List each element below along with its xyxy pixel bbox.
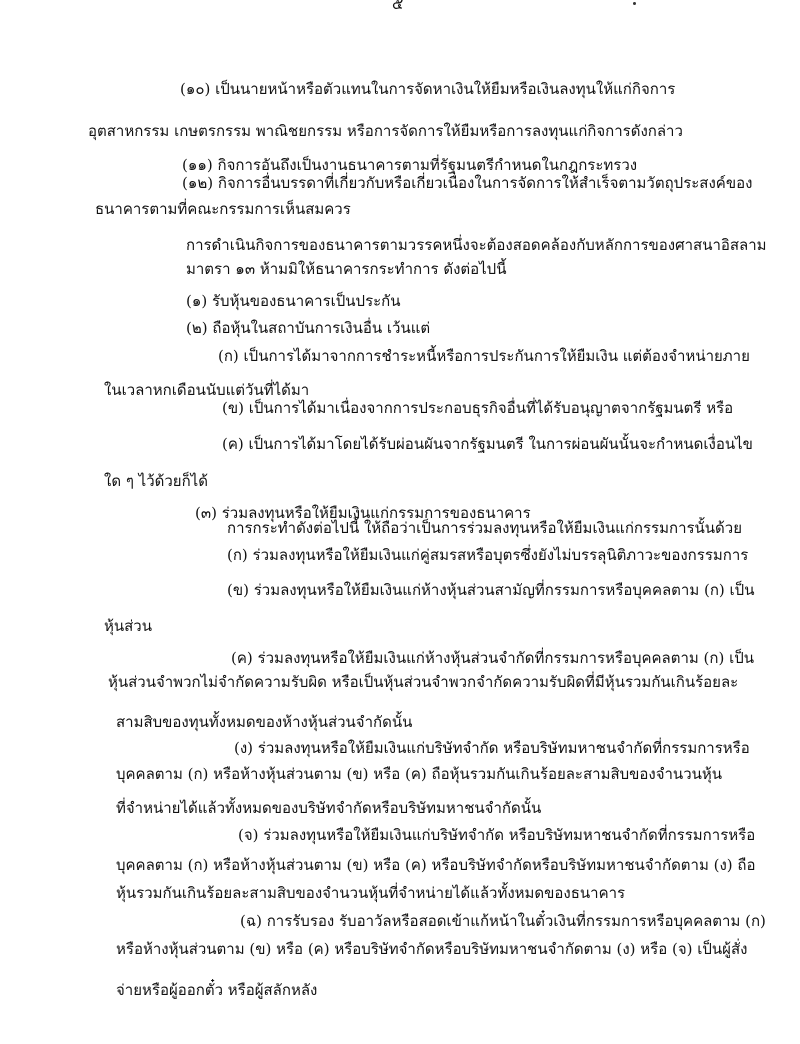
text-line: (๒) ถือหุ้นในสถาบันการเงินอื่น เว้นแต่ xyxy=(186,319,431,337)
text-line: (ค) ร่วมลงทุนหรือให้ยืมเงินแก่ห้างหุ้นส่วนจำกัดที่กรรมการหรือบุคคลตาม (ก) เป็น xyxy=(231,649,755,667)
text-line: (๑๒) กิจการอื่นบรรดาที่เกี่ยวกับหรือเกี่ยวเนื่องในการจัดการให้สำเร็จตามวัตถุประสงค์ของ xyxy=(182,174,753,192)
text-line: (๑๐) เป็นนายหน้าหรือตัวแทนในการจัดหาเงินให้ยืมหรือเงินลงทุนให้แก่กิจการ xyxy=(180,80,676,98)
text-line: จ่ายหรือผู้ออกตั๋ว หรือผู้สลักหลัง xyxy=(116,981,318,999)
text-line: อุตสาหกรรม เกษตรกรรม พาณิชยกรรม หรือการจัดการให้ยืมหรือการลงทุนแก่กิจการดังกล่าว xyxy=(88,122,683,140)
text-line: หรือห้างหุ้นส่วนตาม (ข) หรือ (ค) หรือบริษัทจำกัดหรือบริษัทมหาชนจำกัดตาม (ง) หรือ (จ) เป็นผู้สั่ง xyxy=(116,940,748,958)
scan-speck xyxy=(633,2,636,5)
text-line: (จ) ร่วมลงทุนหรือให้ยืมเงินแก่บริษัทจำกัด หรือบริษัทมหาชนจำกัดที่กรรมการหรือ xyxy=(238,826,756,844)
text-line: ใด ๆ ไว้ด้วยก็ได้ xyxy=(104,472,208,490)
text-line: (ก) เป็นการได้มาจากการชำระหนี้หรือการประกันการให้ยืมเงิน แต่ต้องจำหน่ายภาย xyxy=(218,347,750,365)
page-number: ๕ xyxy=(392,0,404,13)
text-line: (๓) ร่วมลงทุนหรือให้ยืมเงินแก่กรรมการของธนาคาร xyxy=(195,504,531,522)
text-line: (ฉ) การรับรอง รับอาวัลหรือสอดเข้าแก้หน้าในตั๋วเงินที่กรรมการหรือบุคคลตาม (ก) xyxy=(240,912,766,930)
text-line: การดำเนินกิจการของธนาคารตามวรรคหนึ่งจะต้องสอดคล้องกับหลักการของศาสนาอิสลาม xyxy=(186,236,767,254)
text-line: (ง) ร่วมลงทุนหรือให้ยืมเงินแก่บริษัทจำกัด หรือบริษัทมหาชนจำกัดที่กรรมการหรือ xyxy=(234,739,750,757)
text-line: ในเวลาหกเดือนนับแต่วันที่ได้มา xyxy=(104,381,310,399)
text-line: สามสิบของทุนทั้งหมดของห้างหุ้นส่วนจำกัดนั้น xyxy=(116,713,413,731)
text-line: บุคคลตาม (ก) หรือห้างหุ้นส่วนตาม (ข) หรือ (ค) หรือบริษัทจำกัดหรือบริษัทมหาชนจำกัดตาม (ง) ถือ xyxy=(116,856,756,874)
text-line: การกระทำดังต่อไปนี้ ให้ถือว่าเป็นการร่วมลงทุนหรือให้ยืมเงินแก่กรรมการนั้นด้วย xyxy=(227,519,743,537)
text-line: หุ้นรวมกันเกินร้อยละสามสิบของจำนวนหุ้นที่จำหน่ายได้แล้วทั้งหมดของธนาคาร xyxy=(116,884,626,902)
text-line: ธนาคารตามที่คณะกรรมการเห็นสมควร xyxy=(95,200,351,218)
text-line: ที่จำหน่ายได้แล้วทั้งหมดของบริษัทจำกัดหรือบริษัทมหาชนจำกัดนั้น xyxy=(116,799,542,817)
text-line: บุคคลตาม (ก) หรือห้างหุ้นส่วนตาม (ข) หรือ (ค) ถือหุ้นรวมกันเกินร้อยละสามสิบของจำนวนหุ้น xyxy=(116,765,723,783)
text-line: (ข) เป็นการได้มาเนื่องจากการประกอบธุรกิจอื่นที่ได้รับอนุญาตจากรัฐมนตรี หรือ xyxy=(222,399,734,417)
text-line: (๑๑) กิจการอันถึงเป็นงานธนาคารตามที่รัฐมนตรีกำหนดในกฎกระทรวง xyxy=(182,156,638,174)
text-line: หุ้นส่วน xyxy=(104,617,152,635)
text-line: (ค) เป็นการได้มาโดยได้รับผ่อนผันจากรัฐมนตรี ในการผ่อนผันนั้นจะกำหนดเงื่อนไข xyxy=(222,435,753,453)
text-line: มาตรา ๑๓ ห้ามมิให้ธนาคารกระทำการ ดังต่อไปนี้ xyxy=(186,260,507,278)
text-line: (ข) ร่วมลงทุนหรือให้ยืมเงินแก่ห้างหุ้นส่วนสามัญที่กรรมการหรือบุคคลตาม (ก) เป็น xyxy=(227,581,755,599)
text-line: หุ้นส่วนจำพวกไม่จำกัดความรับผิด หรือเป็นหุ้นส่วนจำพวกจำกัดความรับผิดที่มีหุ้นรวมกันเกินร้อยละ xyxy=(108,673,739,691)
text-line: (ก) ร่วมลงทุนหรือให้ยืมเงินแก่คู่สมรสหรือบุตรซึ่งยังไม่บรรลุนิติภาวะของกรรมการ xyxy=(227,546,749,564)
text-line: (๑) รับหุ้นของธนาคารเป็นประกัน xyxy=(186,292,401,310)
